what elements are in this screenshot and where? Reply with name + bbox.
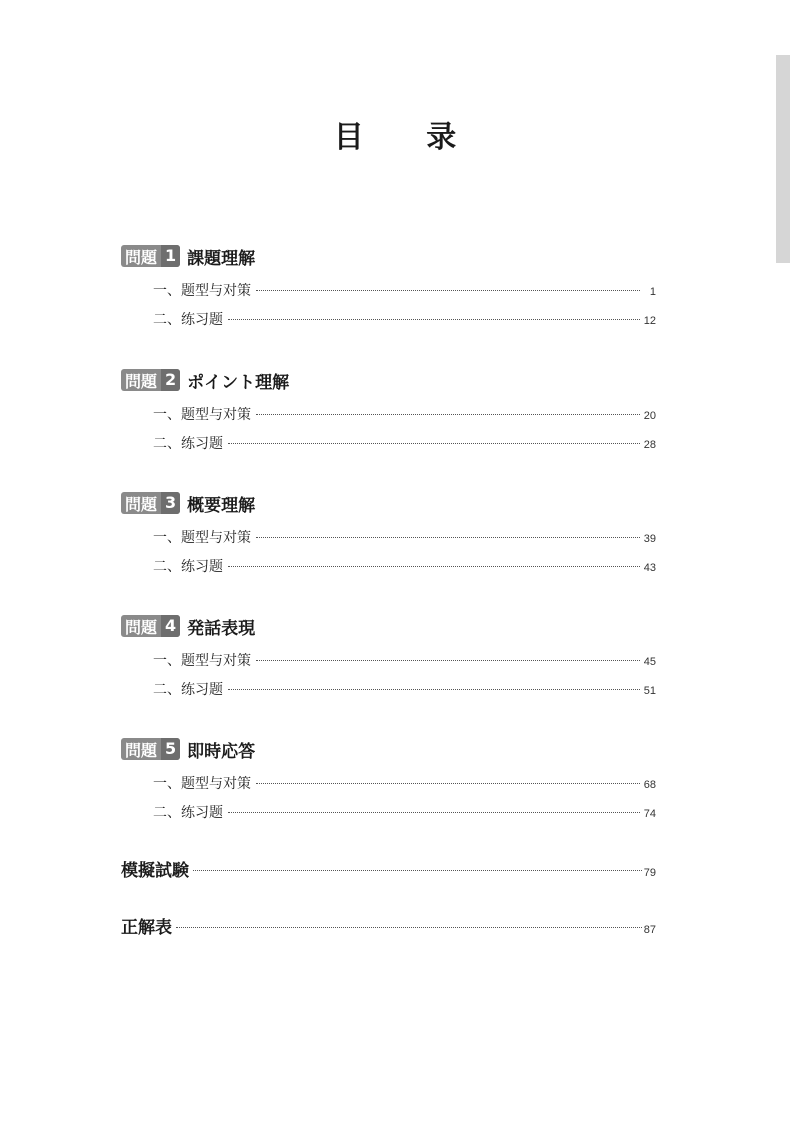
section-badge: 問題 5 <box>121 738 180 760</box>
entry-label: 模擬試験 <box>121 861 189 881</box>
leader-dots <box>228 812 640 813</box>
entry-label: 一、题型与对策 <box>153 407 251 423</box>
section-title: 即時応答 <box>187 741 256 762</box>
toc-entry[interactable] <box>153 277 656 306</box>
toc-section-2 <box>121 367 656 459</box>
toc-entry[interactable] <box>153 306 656 335</box>
entry-label: 一、题型与对策 <box>153 776 251 792</box>
entry-label: 正解表 <box>121 918 172 938</box>
page-number: 51 <box>643 685 656 697</box>
leader-dots <box>176 927 642 928</box>
toc-section-1 <box>121 243 656 335</box>
page-number: 74 <box>643 808 656 820</box>
toc-entry-mock-exam[interactable] <box>121 856 656 886</box>
leader-dots <box>256 537 640 538</box>
section-badge: 問題 1 <box>121 245 180 267</box>
section-badge: 問題 2 <box>121 369 180 391</box>
toc-entry[interactable] <box>153 430 656 459</box>
section-title: 概要理解 <box>187 495 256 516</box>
page-number: 87 <box>643 924 656 936</box>
toc-entry[interactable] <box>153 676 656 705</box>
section-header <box>121 736 656 762</box>
section-number: 3 <box>161 492 180 514</box>
leader-dots <box>256 290 640 291</box>
page-number: 20 <box>643 410 656 422</box>
section-header <box>121 613 656 639</box>
leader-dots <box>256 783 640 784</box>
leader-dots <box>193 870 642 871</box>
section-title: 課題理解 <box>187 248 256 269</box>
leader-dots <box>256 414 640 415</box>
leader-dots <box>228 443 640 444</box>
section-number: 5 <box>161 738 180 760</box>
entry-label: 一、题型与对策 <box>153 530 251 546</box>
section-title: 発話表現 <box>187 618 256 639</box>
leader-dots <box>228 689 640 690</box>
section-number: 2 <box>161 369 180 391</box>
leader-dots <box>256 660 640 661</box>
section-header <box>121 367 656 393</box>
toc-entry[interactable] <box>153 647 656 676</box>
toc-entry[interactable] <box>153 401 656 430</box>
page-number: 45 <box>643 656 656 668</box>
entry-label: 一、题型与对策 <box>153 653 251 669</box>
toc-entry[interactable] <box>153 553 656 582</box>
section-badge: 問題 3 <box>121 492 180 514</box>
toc-entry[interactable] <box>153 799 656 828</box>
entry-label: 二、练习题 <box>153 559 223 575</box>
entry-label: 二、练习题 <box>153 682 223 698</box>
toc-section-3 <box>121 490 656 582</box>
entry-label: 二、练习题 <box>153 436 223 452</box>
page-number: 12 <box>643 315 656 327</box>
entry-label: 一、题型与对策 <box>153 283 251 299</box>
section-header <box>121 490 656 516</box>
toc-entry[interactable] <box>153 770 656 799</box>
page-title: 目 录 <box>333 120 483 155</box>
entry-label: 二、练习题 <box>153 805 223 821</box>
page-number: 79 <box>643 867 656 879</box>
section-number: 1 <box>161 245 180 267</box>
leader-dots <box>228 319 640 320</box>
page-number: 1 <box>649 286 656 298</box>
page-number: 68 <box>643 779 656 791</box>
toc-entry-answer-key[interactable] <box>121 913 656 943</box>
section-number: 4 <box>161 615 180 637</box>
side-tab <box>776 55 790 263</box>
section-title: ポイント理解 <box>187 372 290 393</box>
section-header <box>121 243 656 269</box>
page-number: 39 <box>643 533 656 545</box>
leader-dots <box>228 566 640 567</box>
entry-label: 二、练习题 <box>153 312 223 328</box>
toc-section-4 <box>121 613 656 705</box>
page-number: 43 <box>643 562 656 574</box>
section-badge: 問題 4 <box>121 615 180 637</box>
page-number: 28 <box>643 439 656 451</box>
toc-section-5 <box>121 736 656 828</box>
toc-entry[interactable] <box>153 524 656 553</box>
